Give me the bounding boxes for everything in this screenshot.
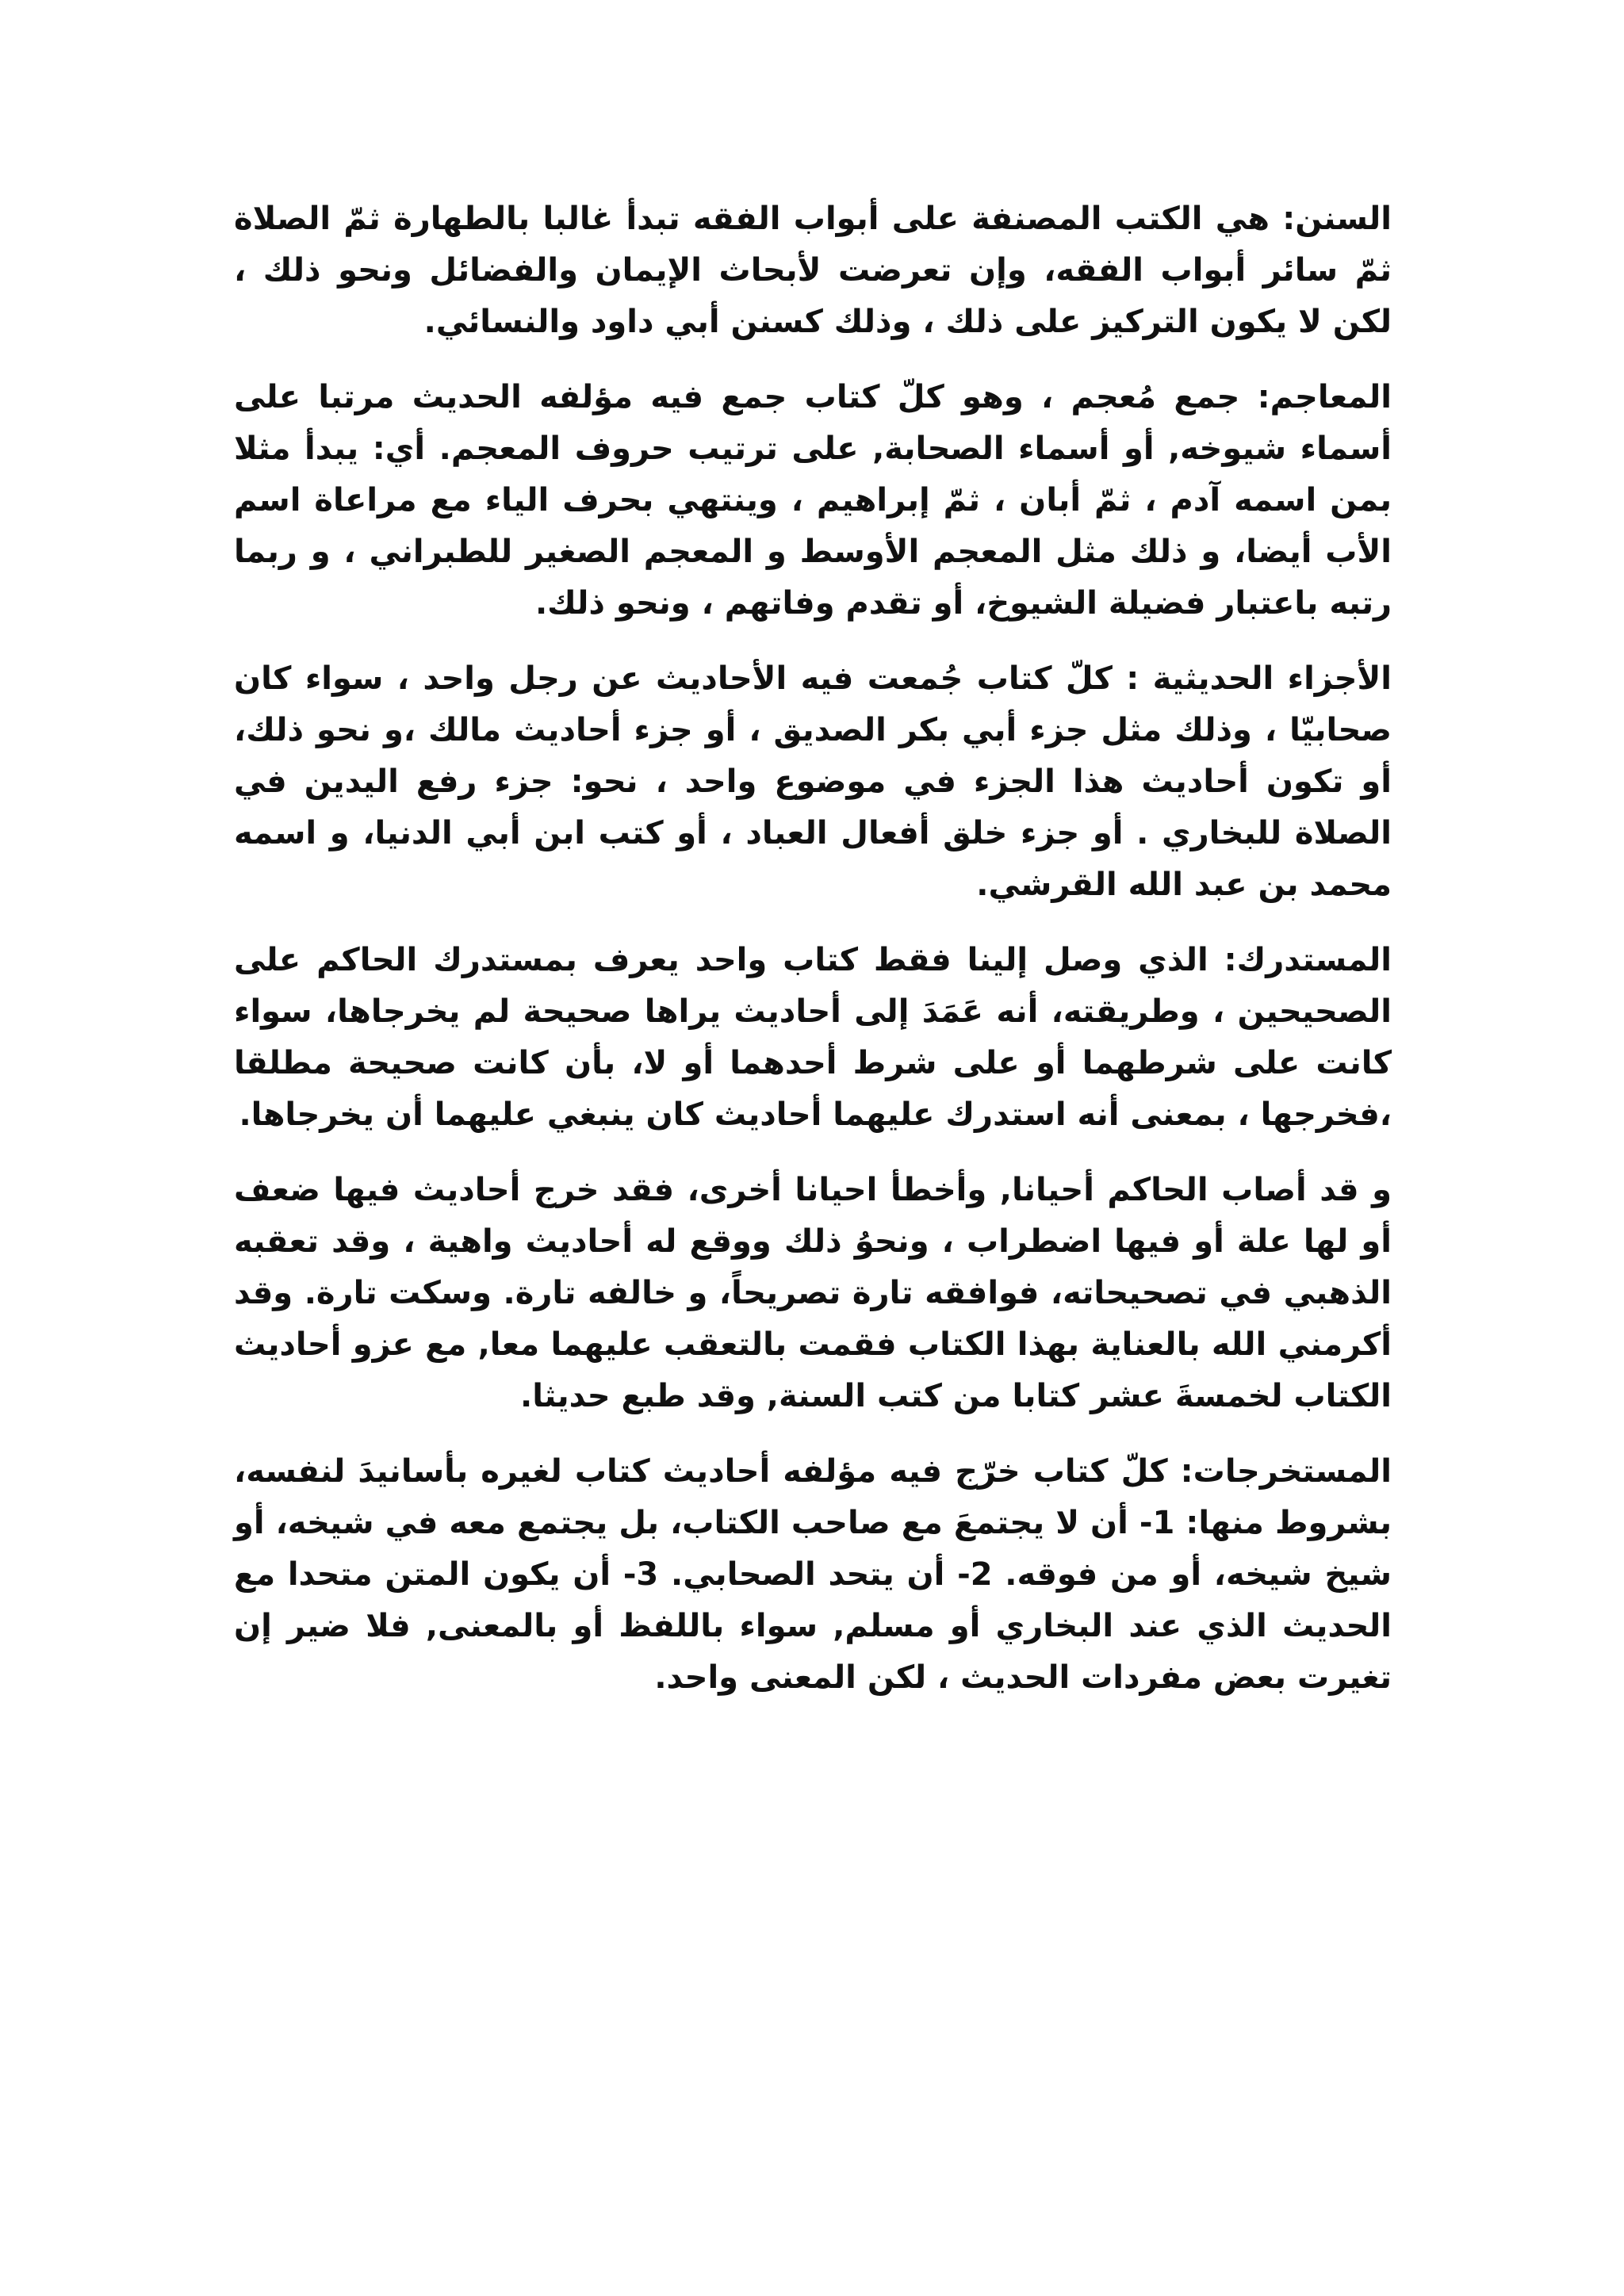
- paragraph-hakim: و قد أصاب الحاكم أحيانا, وأخطأ احيانا أخرى، فقد خرج أحاديث فيها ضعف أو لها علة أو فيها اضطراب ، ونحوُ ذلك ووقع له أحاديث واهية ، وقد تعقبه الذهبي في تصحيحاته، فوافقه تارة تصريحاً، و خالفه تارة. وسكت تارة. وقد أكرمني الله بالعناية بهذا الكتاب فقمت بالتعقب عليهما معا, مع عزو أحاديث الكتاب لخمسةَ عشر كتابا من كتب السنة, وقد طبع حديثا.: [234, 1172, 1392, 1414]
- paragraph-mustakhrajat: المستخرجات: كلّ كتاب خرّج فيه مؤلفه أحاديث كتاب لغيره بأسانيدَ لنفسه، بشروط منها: 1- أن لا يجتمعَ مع صاحب الكتاب، بل يجتمع معه في شيخه، أو شيخ شيخه، أو من فوقه. 2- أن يتحد الصحابي. 3- أن يكون المتن متحدا مع الحديث الذي عند البخاري أو مسلم, سواء باللفظ أو بالمعنى, فلا ضير إن تغيرت بعض مفردات الحديث ، لكن المعنى واحد.: [234, 1453, 1392, 1696]
- body-text: [234, 193, 1392, 1728]
- paragraph-maajim: المعاجم: جمع مُعجم ، وهو كلّ كتاب جمع فيه مؤلفه الحديث مرتبا على أسماء شيوخه, أو أسماء الصحابة, على ترتيب حروف المعجم. أي: يبدأ مثلا بمن اسمه آدم ، ثمّ أبان ، ثمّ إبراهيم ، وينتهي بحرف الياء مع مراعاة اسم الأب أيضا، و ذلك مثل المعجم الأوسط و المعجم الصغير للطبراني ، و ربما رتبه باعتبار فضيلة الشيوخ، أو تقدم وفاتهم ، ونحو ذلك.: [234, 379, 1392, 622]
- paragraph-mustadrak: المستدرك: الذي وصل إلينا فقط كتاب واحد يعرف بمستدرك الحاكم على الصحيحين ، وطريقته، أنه عَمَدَ إلى أحاديث يراها صحيحة لم يخرجاها، سواء كانت على شرطهما أو على شرط أحدهما أو لا، بأن كانت صحيحة مطلقا ،فخرجها ، بمعنى أنه استدرك عليهما أحاديث كان ينبغي عليهما أن يخرجاها.: [234, 942, 1392, 1133]
- paragraph-ajza: الأجزاء الحديثية : كلّ كتاب جُمعت فيه الأحاديث عن رجل واحد ، سواء كان صحابيّا ، وذلك مثل جزء أبي بكر الصديق ، أو جزء أحاديث مالك ،و نحو ذلك، أو تكون أحاديث هذا الجزء في موضوع واحد ، نحو: جزء رفع اليدين في الصلاة للبخاري . أو جزء خلق أفعال العباد ، أو كتب ابن أبي الدنيا، و اسمه محمد بن عبد الله القرشي.: [234, 660, 1392, 903]
- paragraph-sunan: السنن: هي الكتب المصنفة على أبواب الفقه تبدأ غالبا بالطهارة ثمّ الصلاة ثمّ سائر أبواب الفقه، وإن تعرضت لأبحاث الإيمان والفضائل ونحو ذلك ، لكن لا يكون التركيز على ذلك ، وذلك كسنن أبي داود والنسائي.: [234, 201, 1392, 340]
